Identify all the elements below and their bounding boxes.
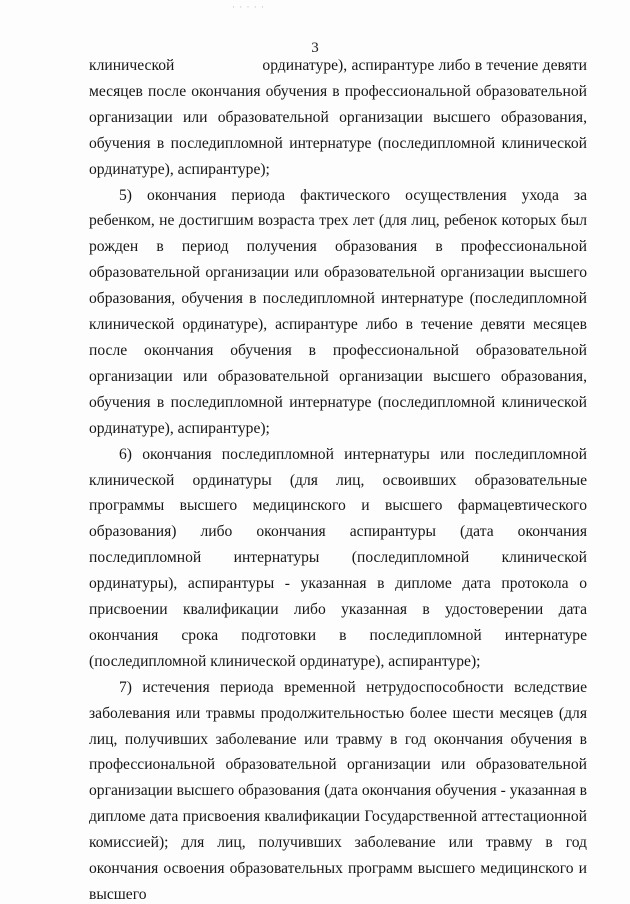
paragraph-item-6: 6) окончания последипломной интернатуры или последипломной клинической ординатуры (для лиц, освоивших образовательные программы высшего медицинского и высшего фармацевтического образования) либо окончания аспирантуры (дата окончания последипломной интернатуры (последипломной клинической ординатуры), аспирантуры - указанная в дипломе дата протокола о присвоении квалификации либо указанная в удостоверении дата окончания срока подготовки в последипломной интернатуре (последипломной клинической ординатуре), аспирантуре); xyxy=(89,445,587,670)
paragraph-continuation xyxy=(89,53,587,183)
paragraph-text: ординатуре), аспирантуре либо в течение девяти месяцев после окончания обучения в профессиональной образовательной организации или образовательной организации высшего образования, обучения в последипломной интернатуре (последипломной клинической ординатуре), аспирантуре); xyxy=(89,57,587,178)
paragraph-first-word: клинической xyxy=(89,57,175,74)
document-body xyxy=(89,53,587,904)
scan-artifact: · · · · · xyxy=(232,2,265,12)
paragraph-item-5: 5) окончания периода фактического осуществления ухода за ребенком, не достигшим возраста трех лет (для лиц, ребенок которых был рожден в период получения образования в профессиональной образовательной организации или образовательной организации высшего образования, обучения в последипломной интернатуре (последипломной клинической ординатуре), аспирантуре либо в течение девяти месяцев после окончания обучения в профессиональной образовательной организации или образовательной организации высшего образования, обучения в последипломной интернатуре (последипломной клинической ординатуре), аспирантуре); xyxy=(89,186,587,437)
paragraph-item-7: 7) истечения периода временной нетрудоспособности вследствие заболевания или травмы продолжительностью более шести месяцев (для лиц, получивших заболевание или травму в год окончания обучения в профессиональной образовательной организации или образовательной организации высшего образования (дата окончания обучения - указанная в дипломе дата присвоения квалификации Государственной аттестационной комиссией); для лиц, получивших заболевание или травму в год окончания освоения образовательных программ высшего медицинского и высшего xyxy=(89,678,587,903)
page-number: 3 xyxy=(311,40,319,56)
